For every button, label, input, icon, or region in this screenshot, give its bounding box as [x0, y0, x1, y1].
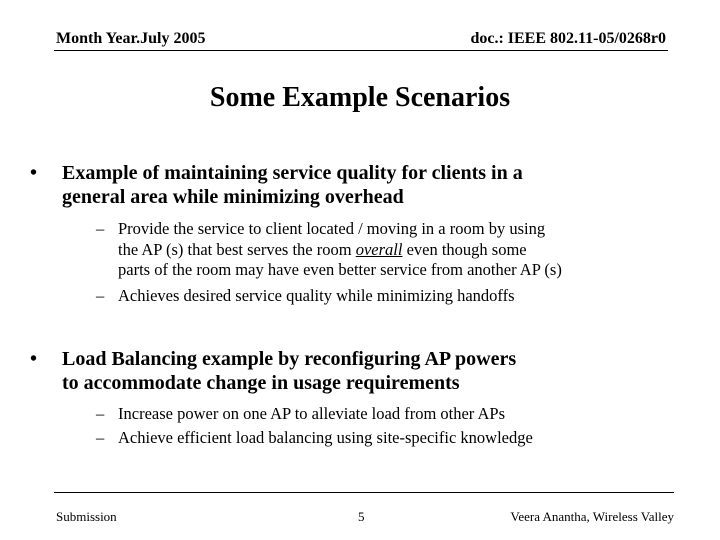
bullet-1-sub-1-line-2: [118, 240, 678, 261]
bullet-2-sub-1: [96, 404, 678, 425]
bullet-2-sub-2: [96, 428, 678, 449]
bullet-2-line-1: Load Balancing example by reconfiguring AP powers: [62, 348, 517, 370]
bullet-1-sub-1: [96, 219, 678, 281]
bullet-2-line-2: to accommodate change in usage requirements: [62, 372, 460, 394]
bullet-1-sub-1-line-1: Provide the service to client located / moving in a room by using: [118, 219, 546, 238]
bullet-1-sub-2-line-1: Achieves desired service quality while minimizing handoffs: [118, 286, 515, 305]
footer-submission: Submission: [56, 509, 117, 524]
page-number: 5: [358, 509, 365, 524]
bullet-marker: •: [30, 348, 38, 370]
sub-bullet-marker: –: [96, 404, 105, 423]
bullet-1-sub-2: [96, 286, 678, 307]
footer-author: Veera Anantha, Wireless Valley: [510, 509, 674, 524]
sub-bullet-marker: –: [96, 286, 105, 305]
line-2-suffix: even though some: [402, 239, 527, 259]
bullet-1-line-1: Example of maintaining service quality for clients in a: [62, 162, 523, 184]
header-date: Month Year.July 2005: [56, 30, 206, 47]
bullet-1-line-2: general area while minimizing overhead: [62, 186, 404, 208]
sub-bullet-marker: –: [96, 219, 105, 238]
slide-footer: [54, 492, 674, 523]
bullet-marker: •: [30, 162, 38, 184]
slide-title: Some Example Scenarios: [209, 82, 511, 113]
header-doc-id: doc.: IEEE 802.11-05/0268r0: [470, 30, 666, 47]
bullet-2-sub-1-line-1: Increase power on one AP to alleviate load from other APs: [118, 404, 506, 423]
emphasized-word: overall: [355, 239, 403, 259]
bullet-1-sub-1-line-3: parts of the room may have even better service from another AP (s): [118, 260, 562, 279]
slide-header: [54, 30, 668, 51]
line-2-prefix: the AP (s) that best serves the room: [118, 239, 356, 259]
sub-bullet-marker: –: [96, 428, 105, 447]
bullet-2: [30, 347, 662, 395]
bullet-2-sub-2-line-1: Achieve efficient load balancing using site-specific knowledge: [118, 428, 533, 447]
bullet-1: [30, 161, 662, 209]
